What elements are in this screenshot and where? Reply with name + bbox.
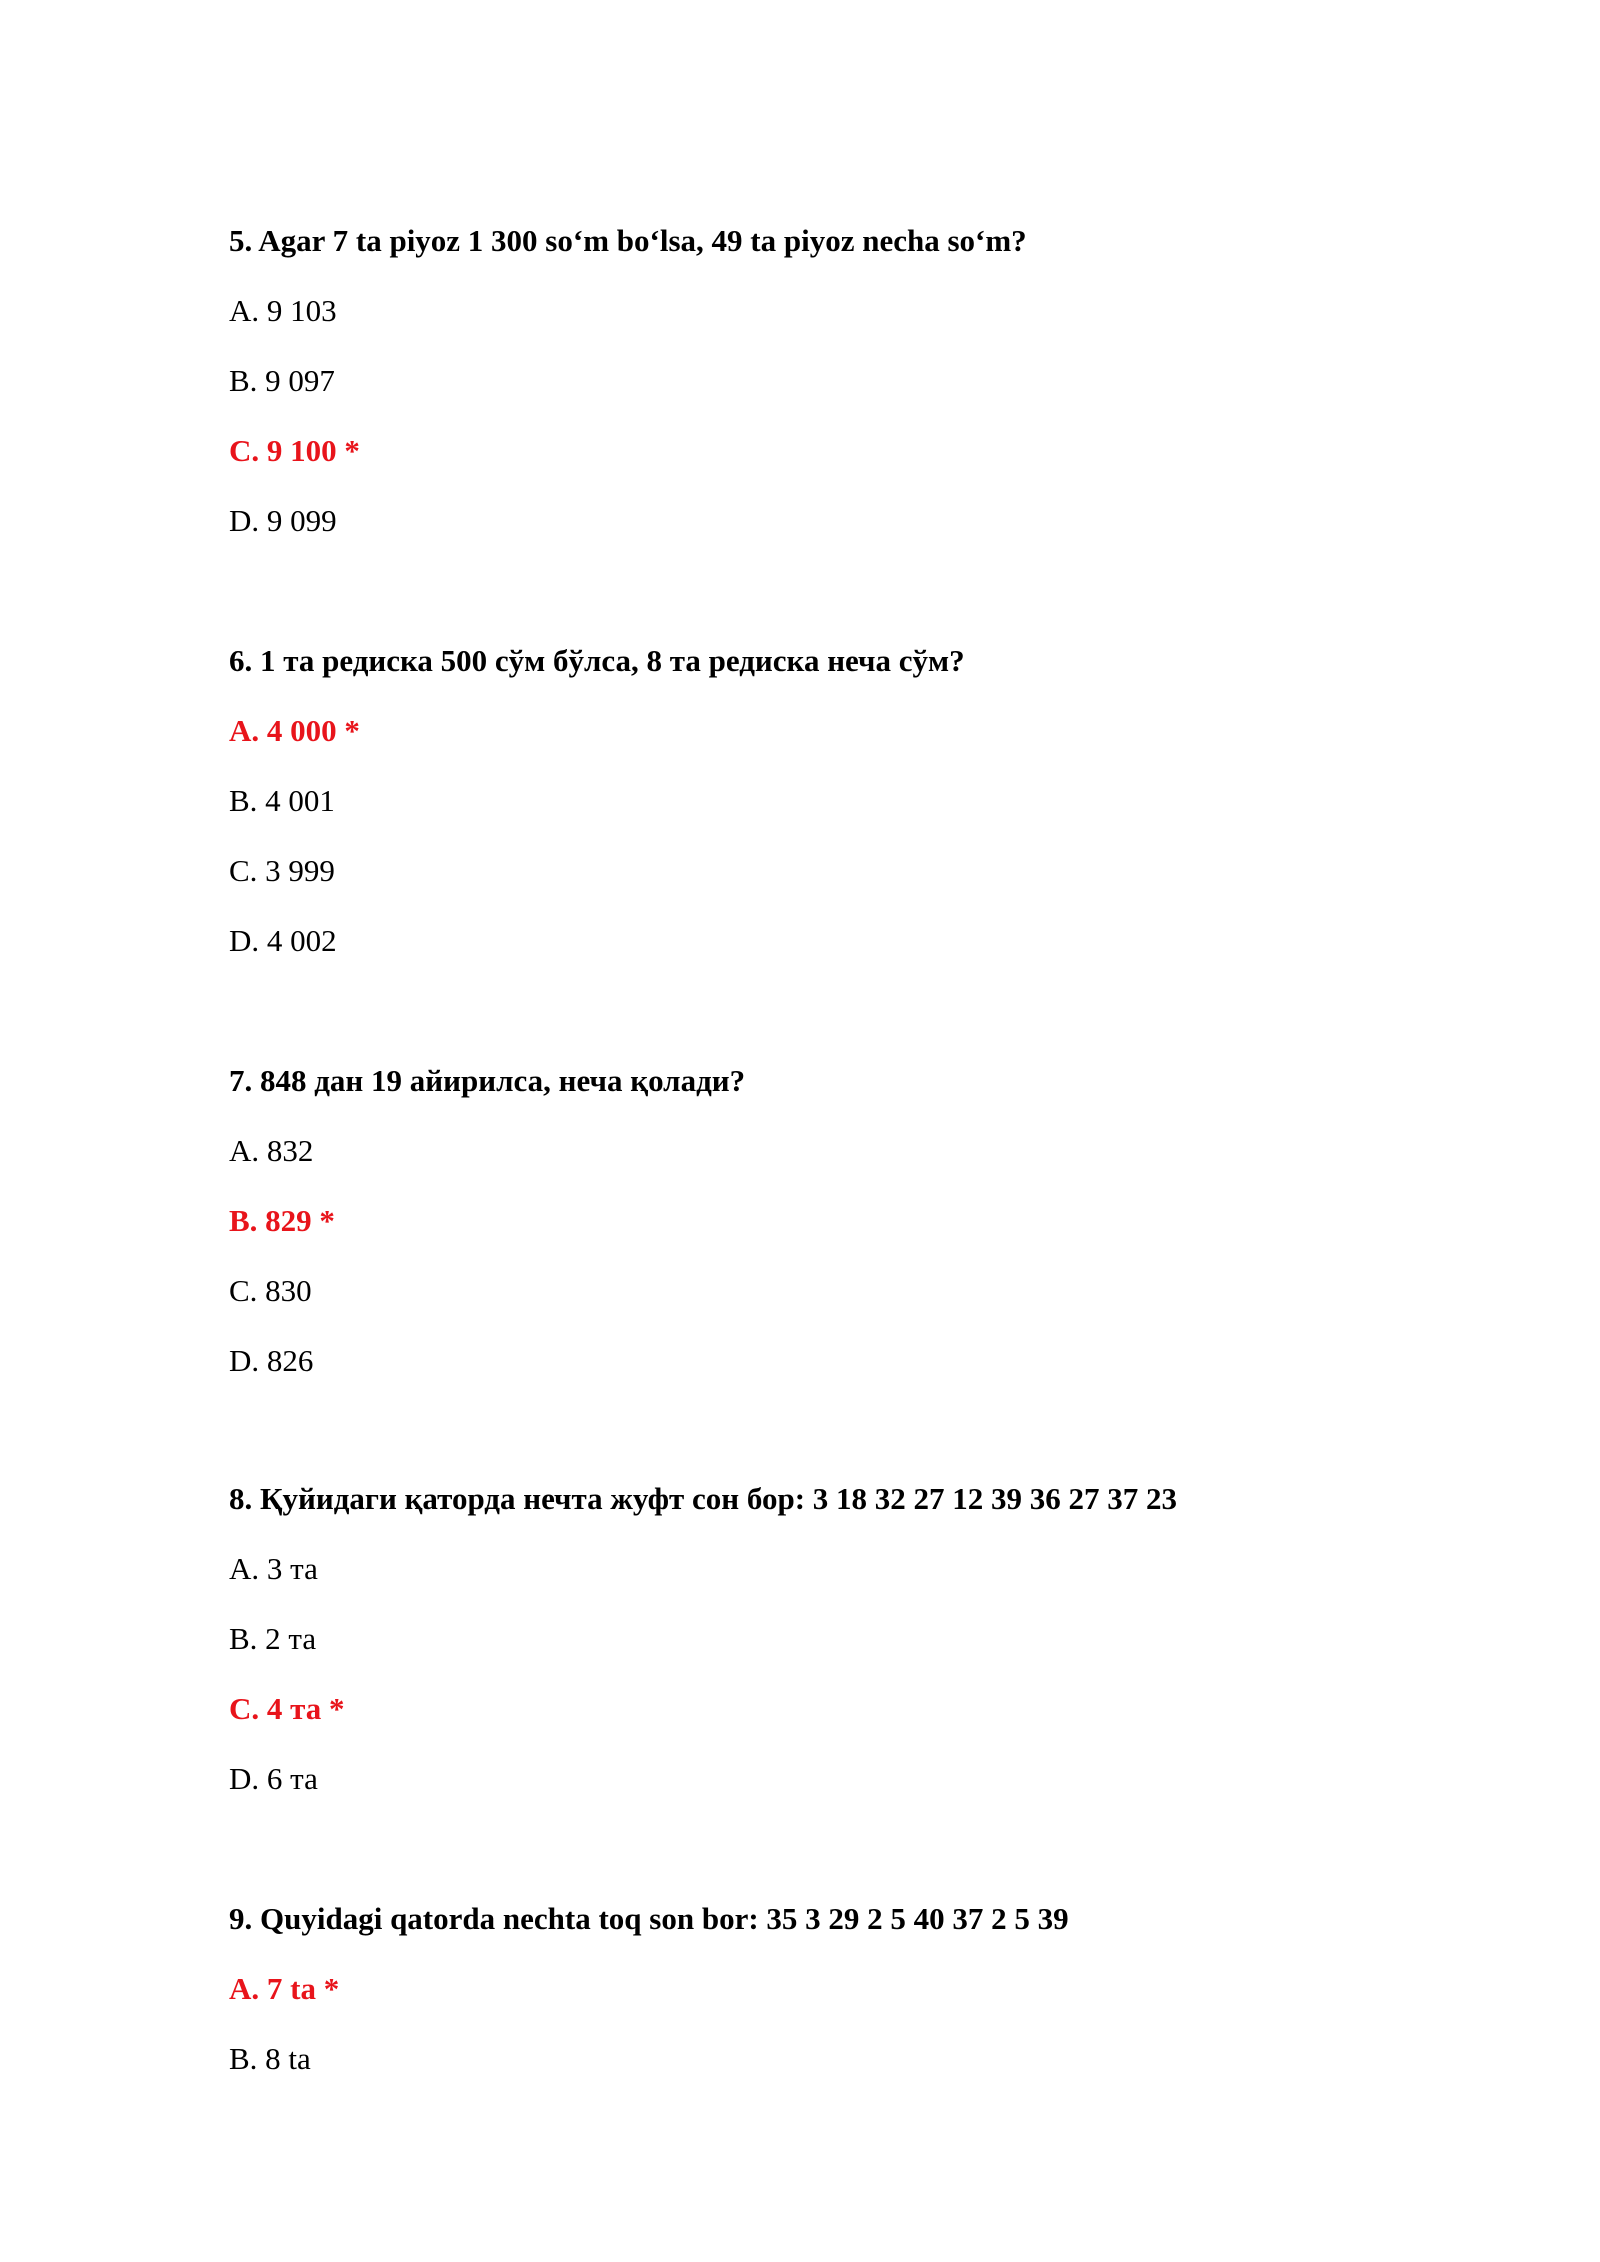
option-a: A. 832: [229, 1133, 314, 1168]
option-d: D. 4 002: [229, 923, 337, 958]
option-b: B. 8 ta: [229, 2041, 311, 2076]
question-5: [229, 223, 1529, 539]
option-d: D. 6 та: [229, 1761, 318, 1796]
question-7: [229, 1063, 1529, 1379]
option-a-correct: A. 7 ta *: [229, 1971, 340, 2006]
option-a: A. 3 та: [229, 1551, 318, 1586]
option-b-correct: B. 829 *: [229, 1203, 335, 1238]
option-c: C. 3 999: [229, 853, 335, 888]
option-c: C. 830: [229, 1273, 312, 1308]
question-8: [229, 1481, 1529, 1797]
option-c-correct: C. 9 100 *: [229, 433, 360, 468]
question-6: [229, 643, 1529, 959]
option-c-correct: C. 4 та *: [229, 1691, 345, 1726]
question-text: 9. Quyidagi qatorda nechta toq son bor: 35 3 29 2 5 40 37 2 5 39: [229, 1901, 1069, 1936]
option-d: D. 9 099: [229, 503, 337, 538]
option-a: A. 9 103: [229, 293, 337, 328]
option-b: B. 4 001: [229, 783, 335, 818]
option-b: B. 9 097: [229, 363, 335, 398]
question-text: 8. Қуйидаги қаторда нечта жуфт сон бор: 3 18 32 27 12 39 36 27 37 23: [229, 1481, 1178, 1516]
option-a-correct: A. 4 000 *: [229, 713, 360, 748]
option-b: B. 2 та: [229, 1621, 317, 1656]
question-text: 7. 848 дан 19 айирилса, неча қолади?: [229, 1063, 746, 1098]
question-text: 6. 1 та редиска 500 сўм бўлса, 8 та редиска неча сўм?: [229, 643, 965, 678]
option-d: D. 826: [229, 1343, 314, 1378]
question-9: [229, 1901, 1529, 2077]
question-text: 5. Agar 7 ta piyoz 1 300 so‘m bo‘lsa, 49 ta piyoz necha so‘m?: [229, 223, 1027, 258]
